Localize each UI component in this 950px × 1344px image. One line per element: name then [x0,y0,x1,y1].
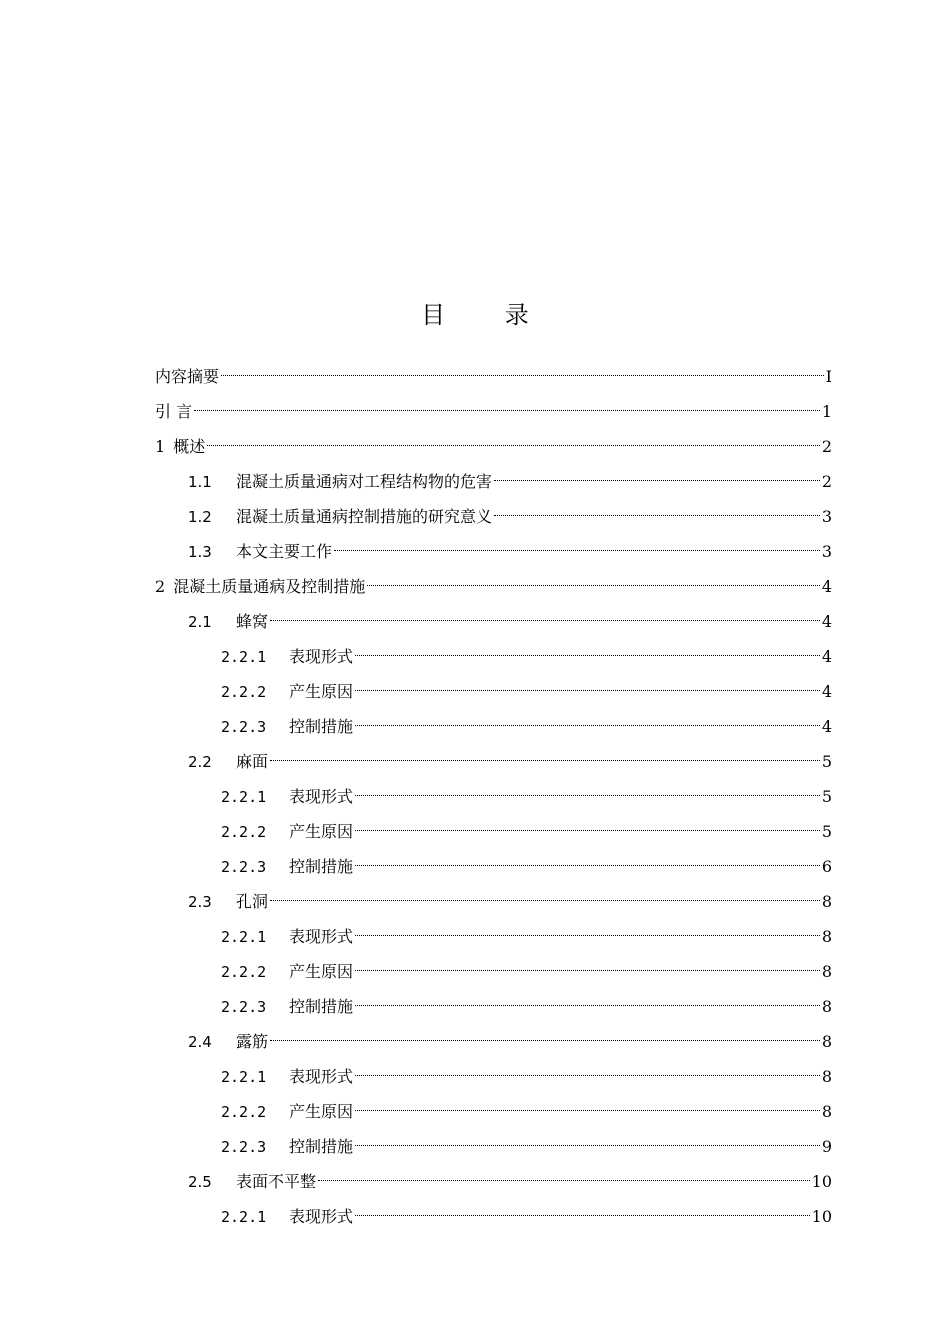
toc-entry-number: 2.2.2 [221,823,267,841]
toc-entry[interactable] [155,1199,832,1234]
toc-leader-dots [494,480,820,481]
toc-entry-number: 2.2.3 [221,1138,267,1156]
toc-leader-dots [355,1005,820,1006]
toc-leader-dots [355,935,820,936]
toc-entry-page: 6 [821,857,832,876]
toc-entry[interactable] [155,709,832,744]
toc-entry-page: 5 [821,787,832,806]
toc-entry[interactable] [155,359,832,394]
toc-entry-number: 2.2.2 [221,683,267,701]
toc-entry-page: 10 [811,1207,832,1226]
toc-entry-title: 混凝土质量通病控制措施的研究意义 [236,507,493,526]
toc-entry-number: 2.2.2 [221,963,267,981]
toc-entry-title: 产生原因 [289,822,354,841]
toc-leader-dots [367,585,820,586]
toc-entry[interactable] [155,429,832,464]
toc-entry-title: 表现形式 [289,787,354,806]
toc-leader-dots [355,970,820,971]
toc-entry-page: 9 [821,1137,832,1156]
toc-entry-number: 2.3 [188,893,212,911]
toc-entry[interactable] [155,779,832,814]
toc-entry-number: 1.3 [188,543,212,561]
toc-entry[interactable] [155,499,832,534]
toc-entry-page: 4 [821,612,832,631]
toc-entry-title: 产生原因 [289,962,354,981]
toc-entry-number: 1.1 [188,473,212,491]
toc-entry[interactable] [155,394,832,429]
toc-leader-dots [270,760,820,761]
toc-entry-title: 控制措施 [289,717,354,736]
toc-leader-dots [221,375,824,376]
toc-entry[interactable] [155,534,832,569]
toc-leader-dots [194,410,820,411]
toc-entry[interactable] [155,464,832,499]
toc-leader-dots [355,865,820,866]
toc-entry-title: 产生原因 [289,682,354,701]
toc-entry[interactable] [155,1129,832,1164]
toc-leader-dots [318,1180,810,1181]
toc-entry-title: 表现形式 [289,1067,354,1086]
toc-entry[interactable] [155,1024,832,1059]
toc-entry-number: 2.2.3 [221,998,267,1016]
toc-entry-page: 4 [821,682,832,701]
toc-entry-page: 4 [821,647,832,666]
toc-entry-number: 2 [155,577,166,596]
toc-entry-number: 2.2 [188,753,212,771]
toc-entry-page: 8 [821,927,832,946]
toc-entry-number: 2.2.1 [221,788,267,806]
toc-leader-dots [334,550,820,551]
toc-entry[interactable] [155,954,832,989]
toc-entry-title: 混凝土质量通病及控制措施 [173,577,366,596]
toc-entry[interactable] [155,639,832,674]
toc-entry-page: 2 [821,472,832,491]
toc-entry-title: 麻面 [236,752,269,771]
toc-entry-page: 8 [821,892,832,911]
toc-entry-page: 8 [821,997,832,1016]
toc-leader-dots [270,620,820,621]
toc-entry-title: 混凝土质量通病对工程结构物的危害 [236,472,493,491]
toc-entry[interactable] [155,1094,832,1129]
toc-entry-title: 本文主要工作 [236,542,333,561]
toc-entry-page: 1 [821,402,832,421]
toc-entry-page: 3 [821,542,832,561]
toc-entry-page: 8 [821,1102,832,1121]
toc-leader-dots [355,830,820,831]
toc-entry-page: 2 [821,437,832,456]
toc-entry-page: 4 [821,717,832,736]
toc-entry-title: 内容摘要 [155,367,220,386]
toc-entry-title: 孔洞 [236,892,269,911]
toc-entry-title: 控制措施 [289,857,354,876]
toc-entry-page: 10 [811,1172,832,1191]
toc-entry-number: 2.2.1 [221,648,267,666]
toc-entry-number: 2.2.1 [221,1208,267,1226]
toc-entry-page: 8 [821,962,832,981]
toc-entry-title: 概述 [173,437,206,456]
toc-entry-title: 露筋 [236,1032,269,1051]
toc-entry-title: 控制措施 [289,1137,354,1156]
toc-entry-title: 表面不平整 [236,1172,317,1191]
toc-leader-dots [270,1040,820,1041]
toc-entry-title: 控制措施 [289,997,354,1016]
toc-leader-dots [355,725,820,726]
toc-leader-dots [207,445,820,446]
toc-entry-page: 5 [821,822,832,841]
toc-entry-page: 3 [821,507,832,526]
toc-entry[interactable] [155,989,832,1024]
toc-entry-number: 1.2 [188,508,212,526]
toc-leader-dots [355,690,820,691]
toc-leader-dots [355,1215,810,1216]
toc-leader-dots [355,1110,820,1111]
toc-entry-page: I [825,367,832,386]
toc-entry-number: 2.2.1 [221,928,267,946]
toc-entry-title: 表现形式 [289,1207,354,1226]
toc-leader-dots [494,515,820,516]
toc-entry[interactable] [155,1059,832,1094]
toc-leader-dots [355,655,820,656]
toc-entry-title: 表现形式 [289,927,354,946]
toc-entry[interactable] [155,884,832,919]
toc-entry-title: 引 言 [155,402,193,421]
toc-entry-title: 产生原因 [289,1102,354,1121]
toc-entry-number: 1 [155,437,166,456]
toc-leader-dots [355,1075,820,1076]
toc-entry[interactable] [155,1164,832,1199]
table-of-contents [155,359,832,1234]
toc-entry-page: 4 [821,577,832,596]
toc-entry-title: 蜂窝 [236,612,269,631]
toc-leader-dots [355,795,820,796]
toc-entry-number: 2.5 [188,1173,212,1191]
toc-entry-number: 2.2.3 [221,718,267,736]
toc-entry[interactable] [155,849,832,884]
toc-entry[interactable] [155,604,832,639]
toc-entry[interactable] [155,569,832,604]
toc-entry[interactable] [155,814,832,849]
toc-entry[interactable] [155,674,832,709]
toc-entry-page: 8 [821,1032,832,1051]
toc-entry-number: 2.2.2 [221,1103,267,1121]
toc-leader-dots [355,1145,820,1146]
toc-entry-page: 8 [821,1067,832,1086]
toc-entry-number: 2.4 [188,1033,212,1051]
toc-title: 目 录 [421,301,555,329]
toc-entry-number: 2.2.3 [221,858,267,876]
toc-entry[interactable] [155,744,832,779]
toc-entry-page: 5 [821,752,832,771]
toc-entry-number: 2.1 [188,613,212,631]
toc-entry[interactable] [155,919,832,954]
toc-entry-title: 表现形式 [289,647,354,666]
toc-leader-dots [270,900,820,901]
toc-entry-number: 2.2.1 [221,1068,267,1086]
